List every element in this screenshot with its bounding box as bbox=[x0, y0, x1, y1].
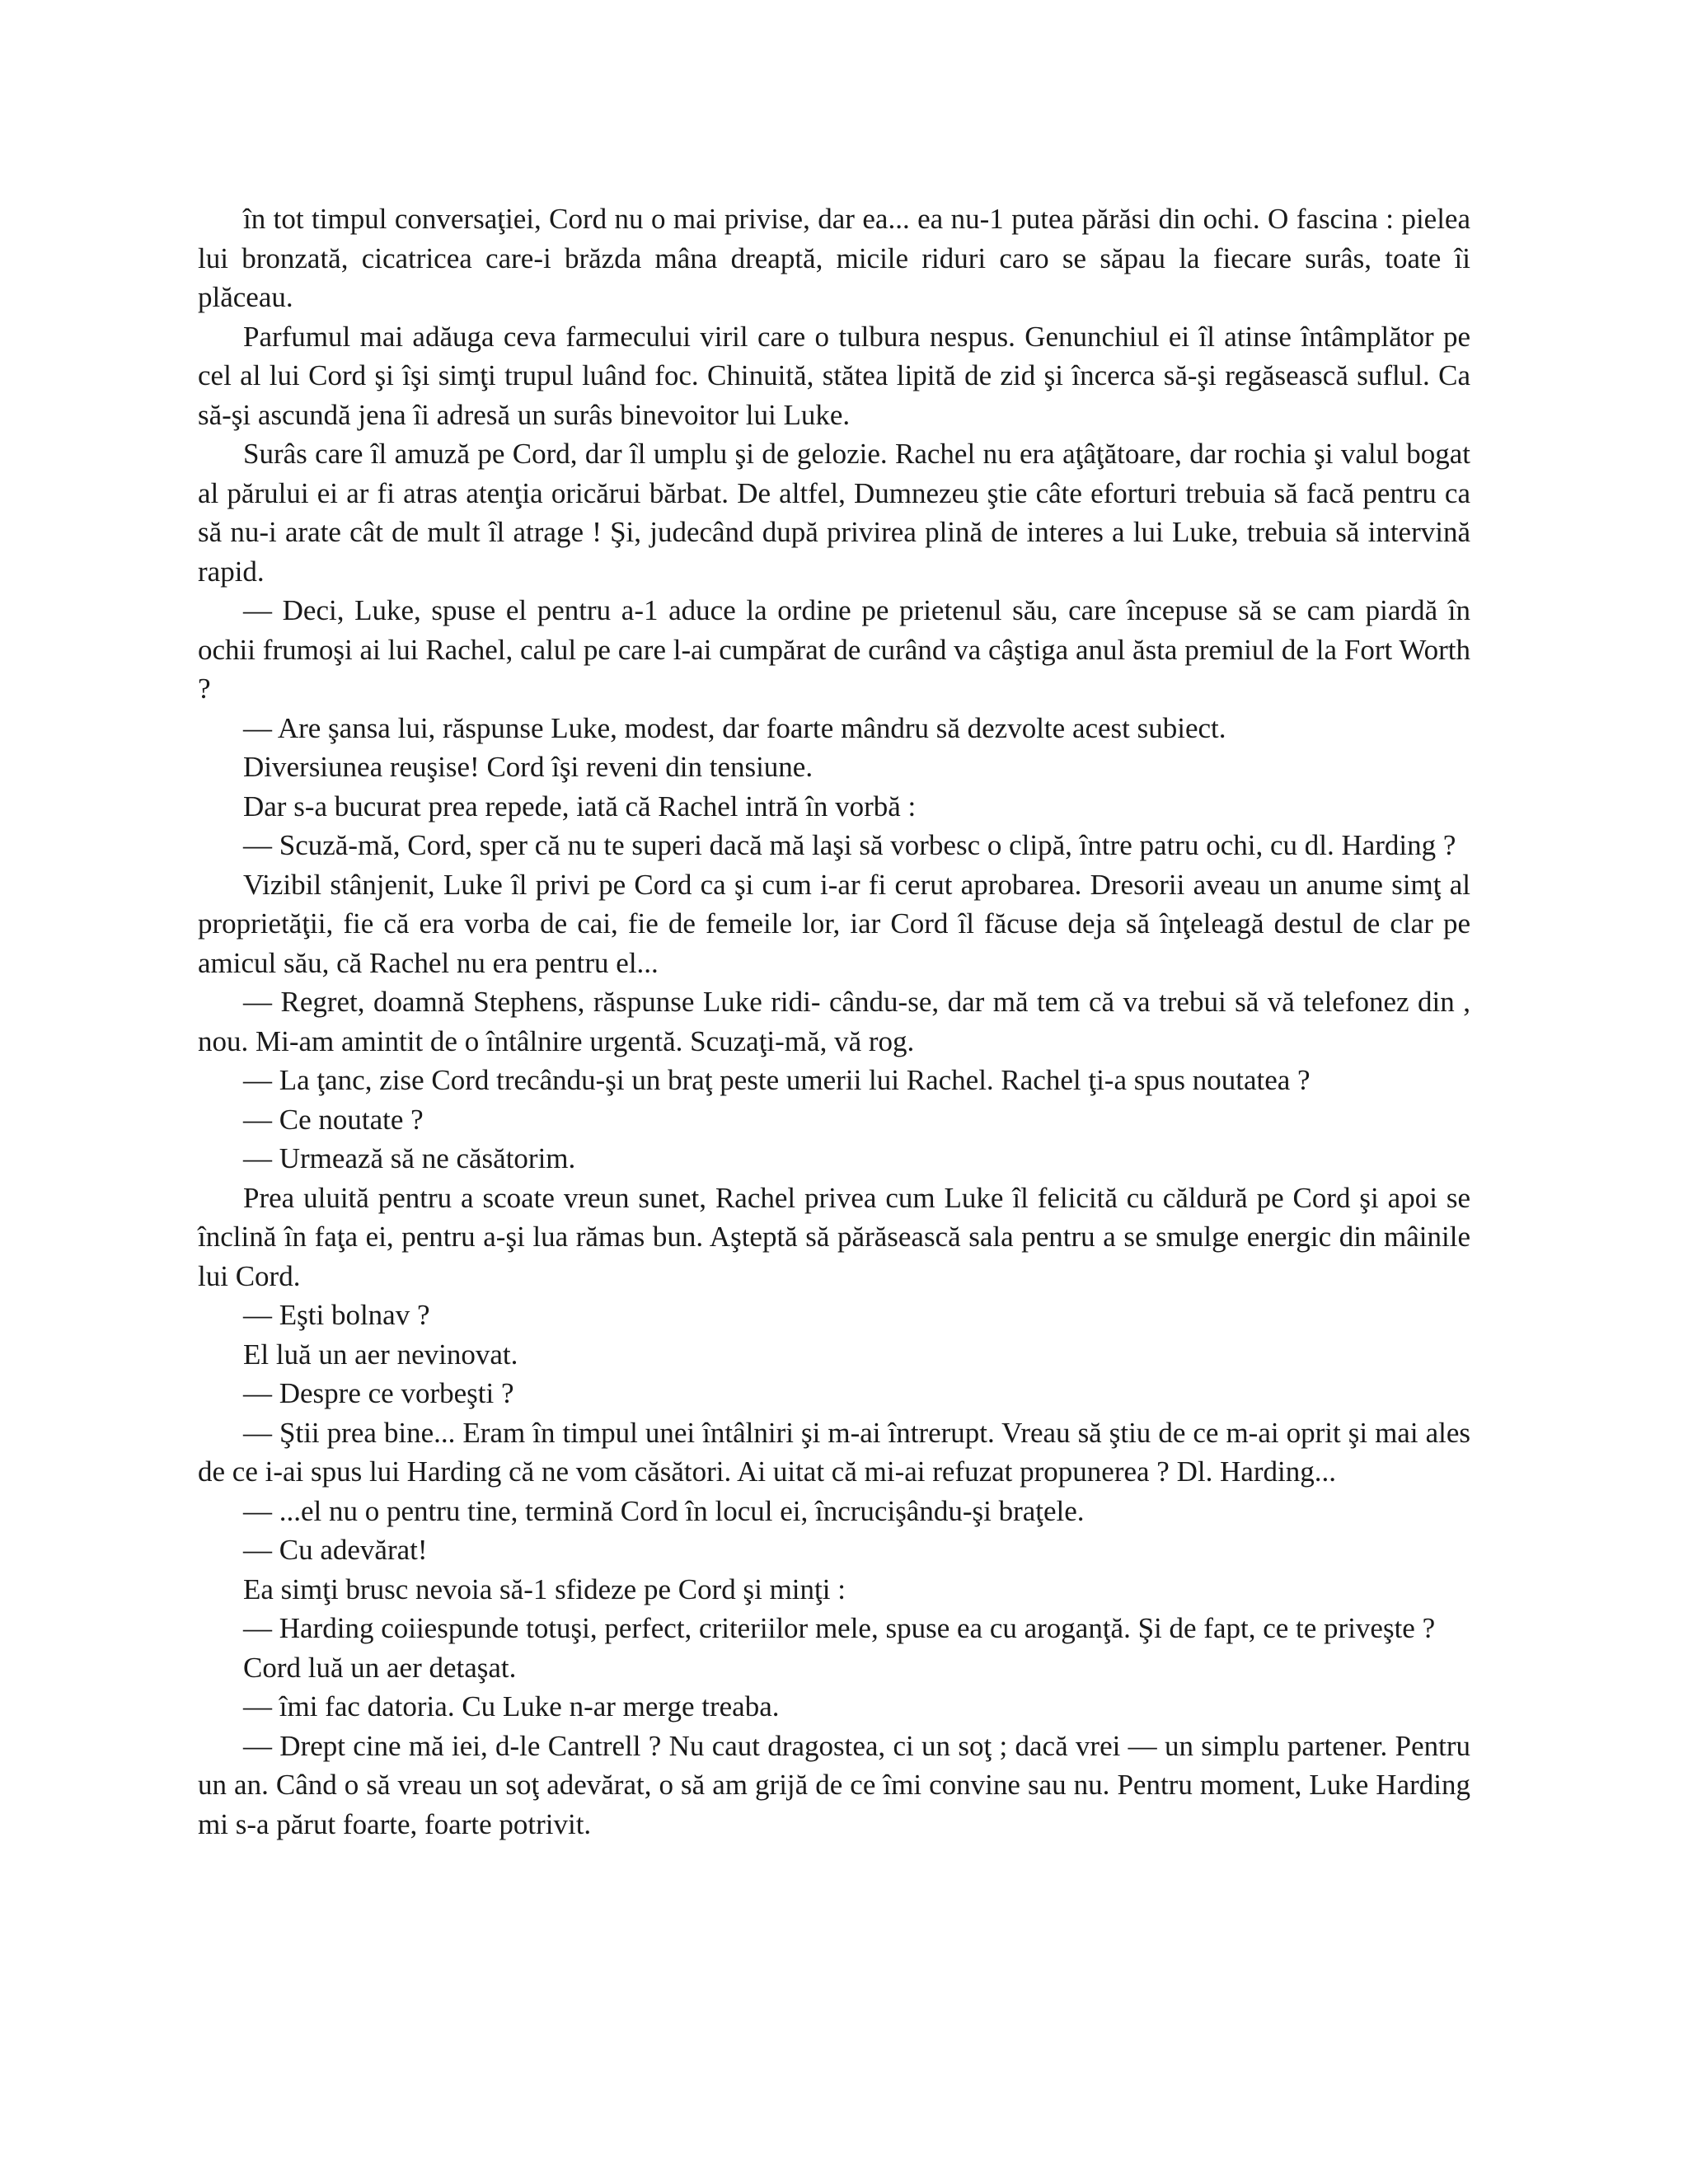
paragraph: — Ştii prea bine... Eram în timpul unei întâlniri şi m-ai întrerupt. Vreau să ştiu de ce m-ai oprit şi mai ales de ce i-ai spus lui Harding că ne vom căsători. Ai uitat că mi-ai refuzat propunerea ? Dl. Harding... bbox=[198, 1416, 1470, 1488]
paragraph: — Are şansa lui, răspunse Luke, modest, dar foarte mândru să dezvolte acest subiect. bbox=[243, 711, 1226, 744]
paragraph: — Eşti bolnav ? bbox=[243, 1299, 430, 1331]
paragraph: — Urmează să ne căsătorim. bbox=[243, 1142, 576, 1174]
paragraph: — ...el nu o pentru tine, termină Cord în locul ei, încrucişându-şi braţele. bbox=[243, 1494, 1085, 1527]
paragraph: Prea uluită pentru a scoate vreun sunet, Rachel privea cum Luke îl felicită cu căldură pe Cord şi apoi se înclină în faţa ei, pentru a-şi lua rămas bun. Aşteptă să părăsească sala pentru a se smulge energic din mâinile lui Cord. bbox=[198, 1181, 1470, 1292]
paragraph: Cord luă un aer detaşat. bbox=[243, 1651, 517, 1684]
paragraph: Ea simţi brusc nevoia să-1 sfideze pe Cord şi minţi : bbox=[243, 1572, 846, 1605]
paragraph: — Despre ce vorbeşti ? bbox=[243, 1377, 514, 1409]
paragraph: — Ce noutate ? bbox=[243, 1103, 424, 1136]
paragraph: Diversiunea reuşise! Cord îşi reveni din tensiune. bbox=[243, 751, 814, 783]
paragraph: — Drept cine mă iei, d-le Cantrell ? Nu caut dragostea, ci un soţ ; dacă vrei — un simplu partener. Pentru un an. Când o să vreau un soţ adevărat, o să am grijă de ce îmi convine sau nu. Pentru moment, Luke Harding mi s-a părut foarte, foarte potrivit. bbox=[198, 1729, 1470, 1840]
paragraph: — îmi fac datoria. Cu Luke n-ar merge treaba. bbox=[243, 1690, 780, 1722]
paragraph: Vizibil stânjenit, Luke îl privi pe Cord ca şi cum i-ar fi cerut aprobarea. Dresorii aveau un anume simţ al proprietăţii, fie că era vorba de cai, fie de femeile lor, iar Cord îl făcuse deja să înţeleagă destul de clar pe amicul său, că Rachel nu era pentru el... bbox=[198, 868, 1470, 979]
paragraph: El luă un aer nevinovat. bbox=[243, 1338, 518, 1371]
paragraph: Surâs care îl amuză pe Cord, dar îl umplu şi de gelozie. Rachel nu era aţâţătoare, dar rochia şi valul bogat al părului ei ar fi atras atenţia oricărui bărbat. De altfel, Dumnezeu ştie câte eforturi trebuia să facă pentru ca să nu-i arate cât de mult îl atrage ! Şi, judecând după privirea plină de interes a lui Luke, trebuia să intervină rapid. bbox=[198, 438, 1470, 588]
paragraph: — Harding coiiespunde totuşi, perfect, criteriilor mele, spuse ea cu aroganţă. Şi de fapt, ce te priveşte ? bbox=[243, 1612, 1436, 1644]
paragraph: Parfumul mai adăuga ceva farmecului viril care o tulbura nespus. Genunchiul ei îl atinse întâmplător pe cel al lui Cord şi îşi simţi trupul luând foc. Chinuită, stătea lipită de zid şi încerca să-şi regăsească suflul. Ca să-şi ascundă jena îi adresă un surâs binevoitor lui Luke. bbox=[198, 320, 1470, 431]
paragraph: — Regret, doamnă Stephens, răspunse Luke ridi- cându-se, dar mă tem că va trebui să vă telefonez din , nou. Mi-am amintit de o întâlnire urgentă. Scuzaţi-mă, vă rog. bbox=[198, 986, 1470, 1057]
paragraph: — Cu adevărat! bbox=[243, 1534, 428, 1566]
paragraph: în tot timpul conversaţiei, Cord nu o mai privise, dar ea... ea nu-1 putea părăsi din ochi. O fascina : pielea lui bronzată, cicatricea care-i brăzda mâna dreaptă, micile riduri caro se săpau la fiecare surâs, toate îi plăceau. bbox=[198, 203, 1470, 313]
paragraph: — Deci, Luke, spuse el pentru a-1 aduce la ordine pe prietenul său, care începuse să se cam piardă în ochii frumoşi ai lui Rachel, calul pe care l-ai cumpărat de curând va câştiga anul ăsta premiul de la Fort Worth ? bbox=[198, 594, 1470, 705]
page-text bbox=[198, 199, 1470, 1844]
paragraph: — Scuză-mă, Cord, sper că nu te superi dacă mă laşi să vorbesc o clipă, între patru ochi, cu dl. Harding ? bbox=[243, 829, 1456, 861]
paragraph: — La ţanc, zise Cord trecându-şi un braţ peste umerii lui Rachel. Rachel ţi-a spus noutatea ? bbox=[243, 1064, 1311, 1096]
paragraph: Dar s-a bucurat prea repede, iată că Rachel intră în vorbă : bbox=[243, 790, 917, 823]
